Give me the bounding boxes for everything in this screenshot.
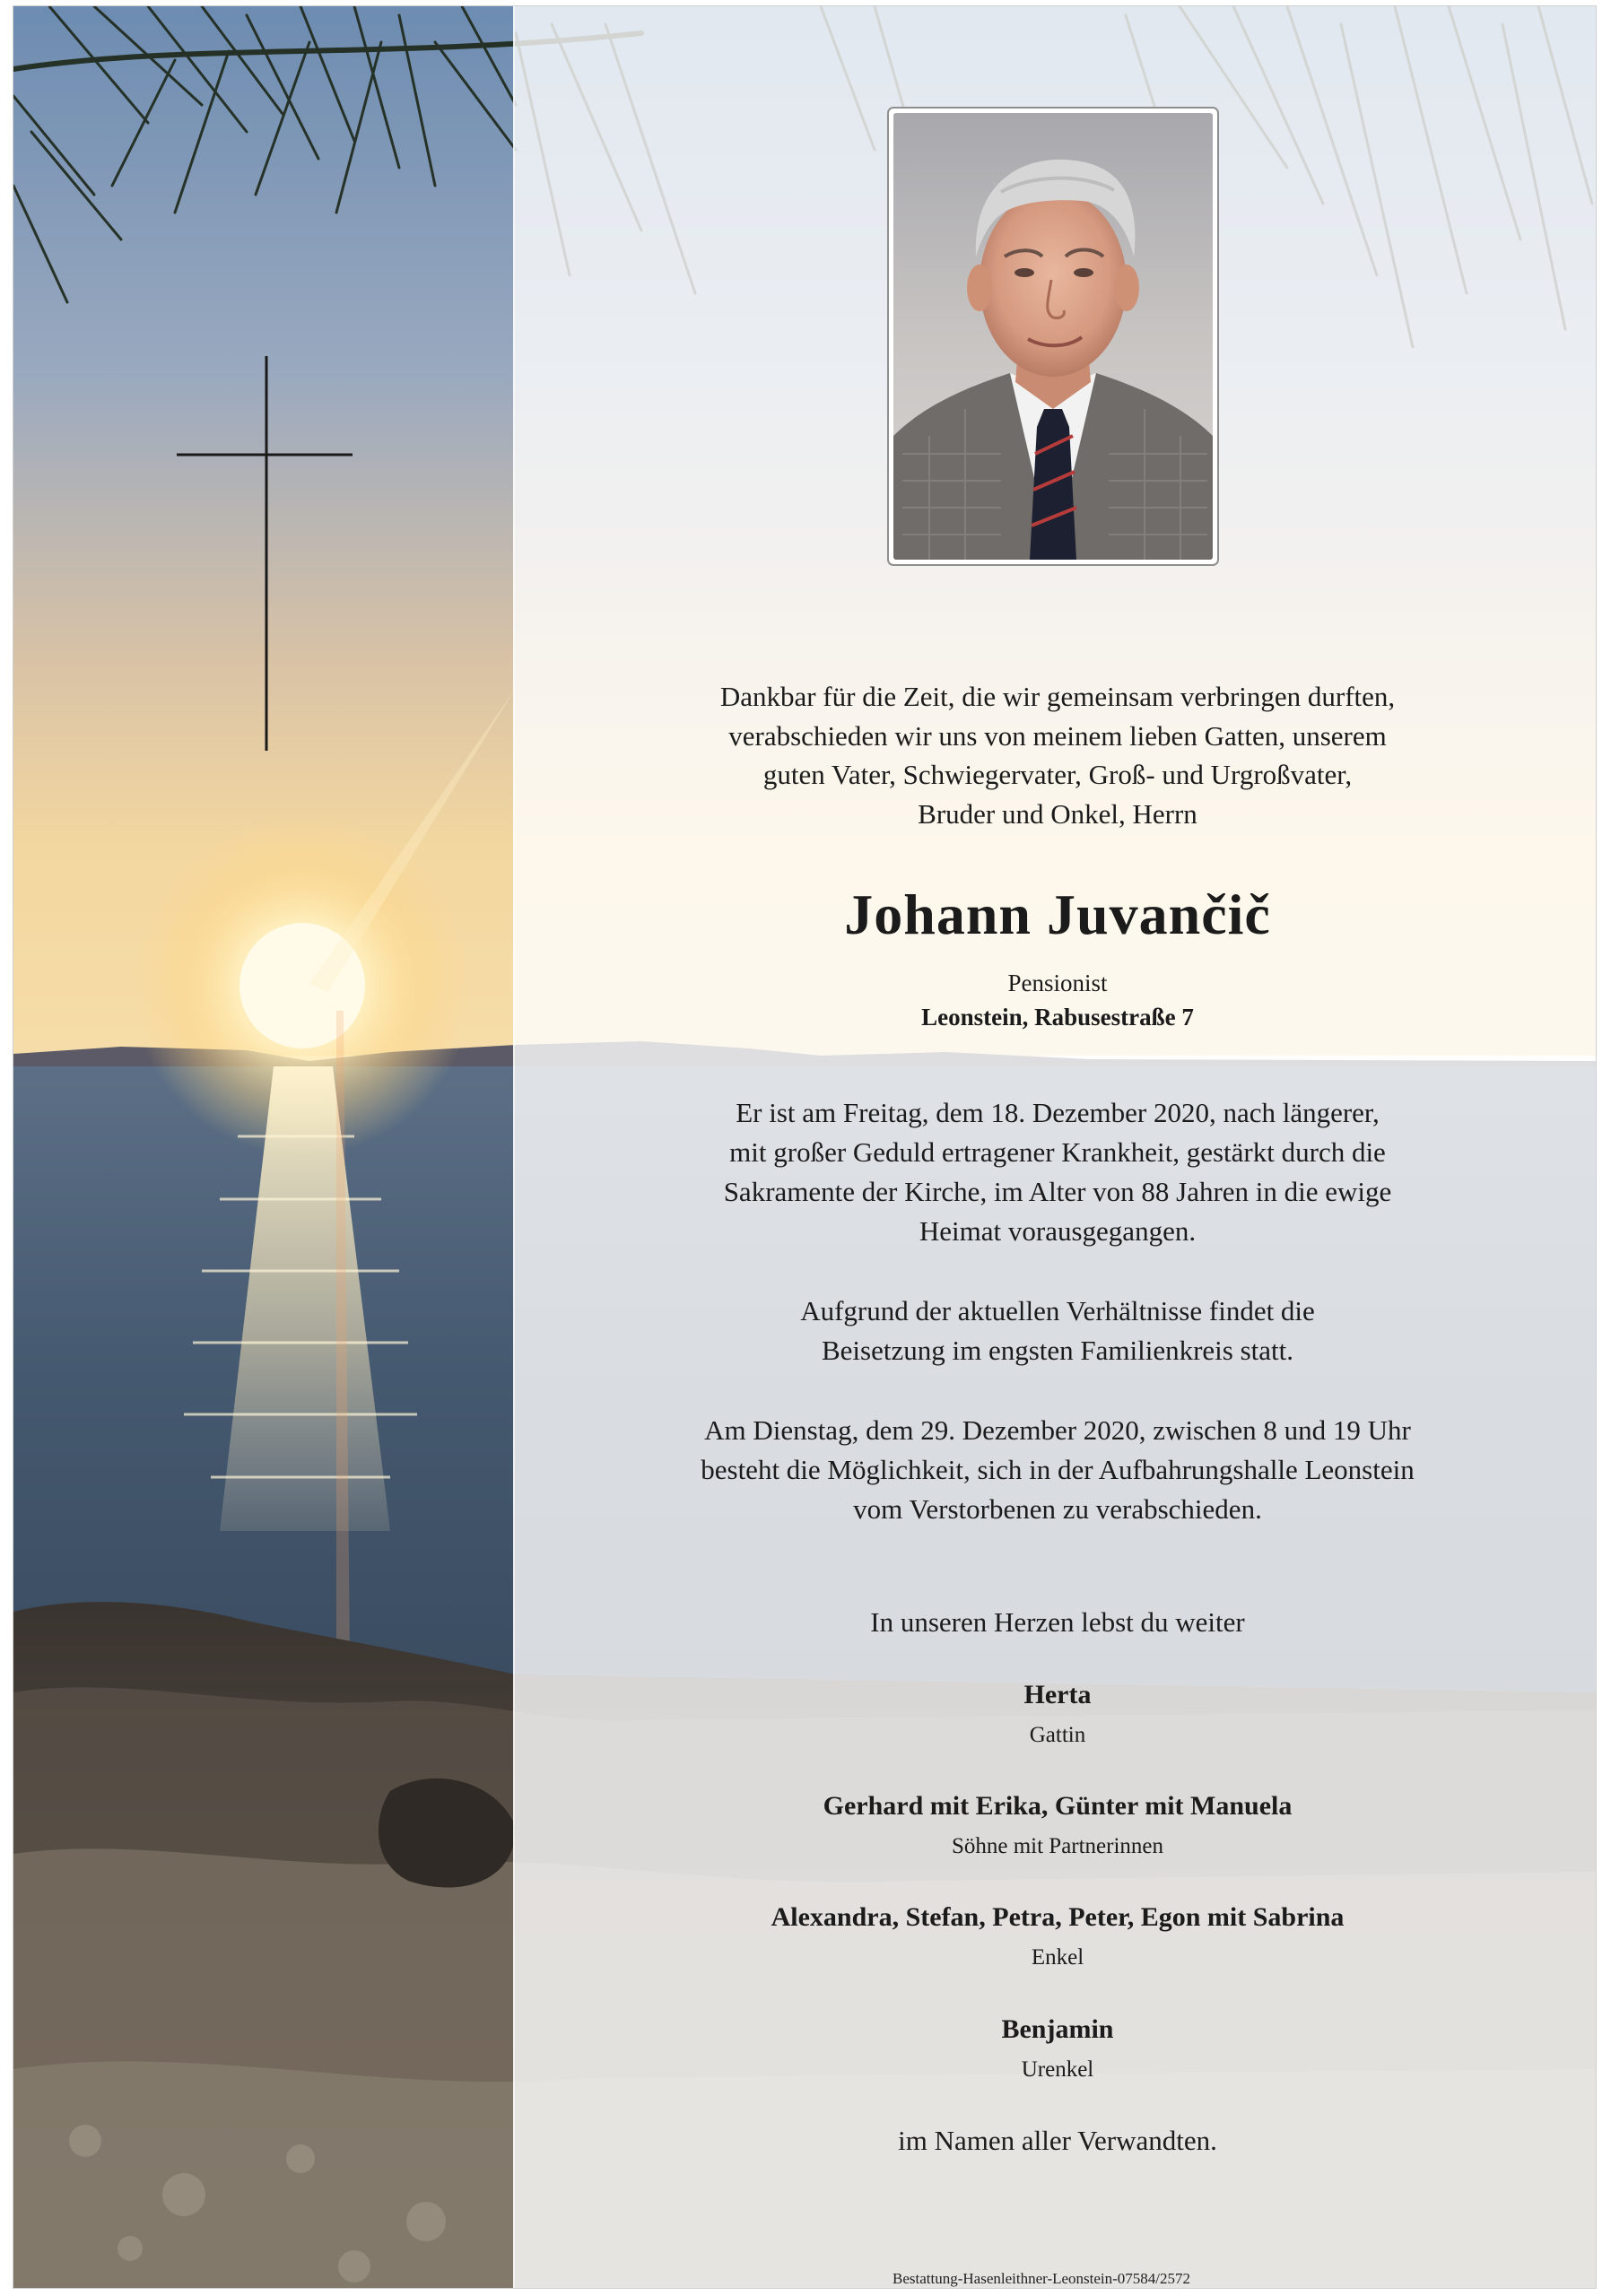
death-notice-line: Sakramente der Kirche, im Alter von 88 Jahren in die ewige — [723, 1176, 1392, 1207]
mourner-names: Gerhard mit Erika, Günter mit Manuela — [823, 1791, 1293, 1821]
farewell-line: Am Dienstag, dem 29. Dezember 2020, zwischen 8 und 19 Uhr — [704, 1414, 1411, 1446]
death-notice-line: Heimat vorausgegangen. — [919, 1215, 1197, 1247]
portrait-photo-frame — [887, 107, 1219, 566]
intro-line: verabschieden wir uns von meinem lieben Gatten, unserem — [728, 719, 1387, 752]
intro-paragraph — [585, 677, 1530, 833]
farewell-paragraph — [585, 1411, 1530, 1529]
closing-line: im Namen aller Verwandten. — [898, 2125, 1217, 2156]
funeral-home-footer: Bestattung-Hasenleithner-Leonstein-07584/2572 — [893, 2270, 1191, 2287]
hearts-line: In unseren Herzen lebst du weiter — [870, 1606, 1245, 1638]
obituary-frame — [13, 5, 1597, 2289]
death-notice-paragraph — [585, 1093, 1530, 1251]
mourner-relation: Gattin — [1029, 1723, 1086, 1747]
intro-line: guten Vater, Schwiegervater, Groß- und Urgroßvater, — [762, 759, 1353, 790]
panel-divider — [513, 6, 515, 2289]
burial-line: Beisetzung im engsten Familienkreis statt. — [821, 1335, 1294, 1366]
deceased-occupation: Pensionist — [1007, 970, 1108, 996]
deceased-name: Johann Juvančič — [844, 883, 1271, 946]
death-notice-line: mit großer Geduld ertragener Krankheit, gestärkt durch die — [729, 1136, 1386, 1168]
death-notice-line: Er ist am Freitag, dem 18. Dezember 2020, nach längerer, — [736, 1097, 1380, 1128]
deceased-address: Leonstein, Rabusestraße 7 — [921, 1004, 1194, 1031]
farewell-line: besteht die Möglichkeit, sich in der Aufbahrungshalle Leonstein — [701, 1454, 1415, 1485]
intro-line: Bruder und Onkel, Herrn — [918, 797, 1197, 830]
mourner-names: Benjamin — [1001, 2014, 1114, 2044]
burial-line: Aufgrund der aktuellen Verhältnisse findet die — [800, 1295, 1315, 1326]
cross-icon — [177, 356, 356, 751]
mourner-names: Alexandra, Stefan, Petra, Peter, Egon mit Sabrina — [771, 1902, 1345, 1932]
intro-line: Dankbar für die Zeit, die wir gemeinsam verbringen durften, — [719, 681, 1396, 712]
mourner-relation: Urenkel — [1021, 2057, 1094, 2082]
farewell-line: vom Verstorbenen zu verabschieden. — [853, 1493, 1262, 1525]
portrait-photo — [893, 113, 1213, 560]
mourner-relation: Enkel — [1031, 1945, 1084, 1970]
burial-paragraph — [585, 1292, 1530, 1370]
mourner-names: Herta — [1023, 1680, 1092, 1709]
mourner-relation: Söhne mit Partnerinnen — [951, 1834, 1164, 1858]
